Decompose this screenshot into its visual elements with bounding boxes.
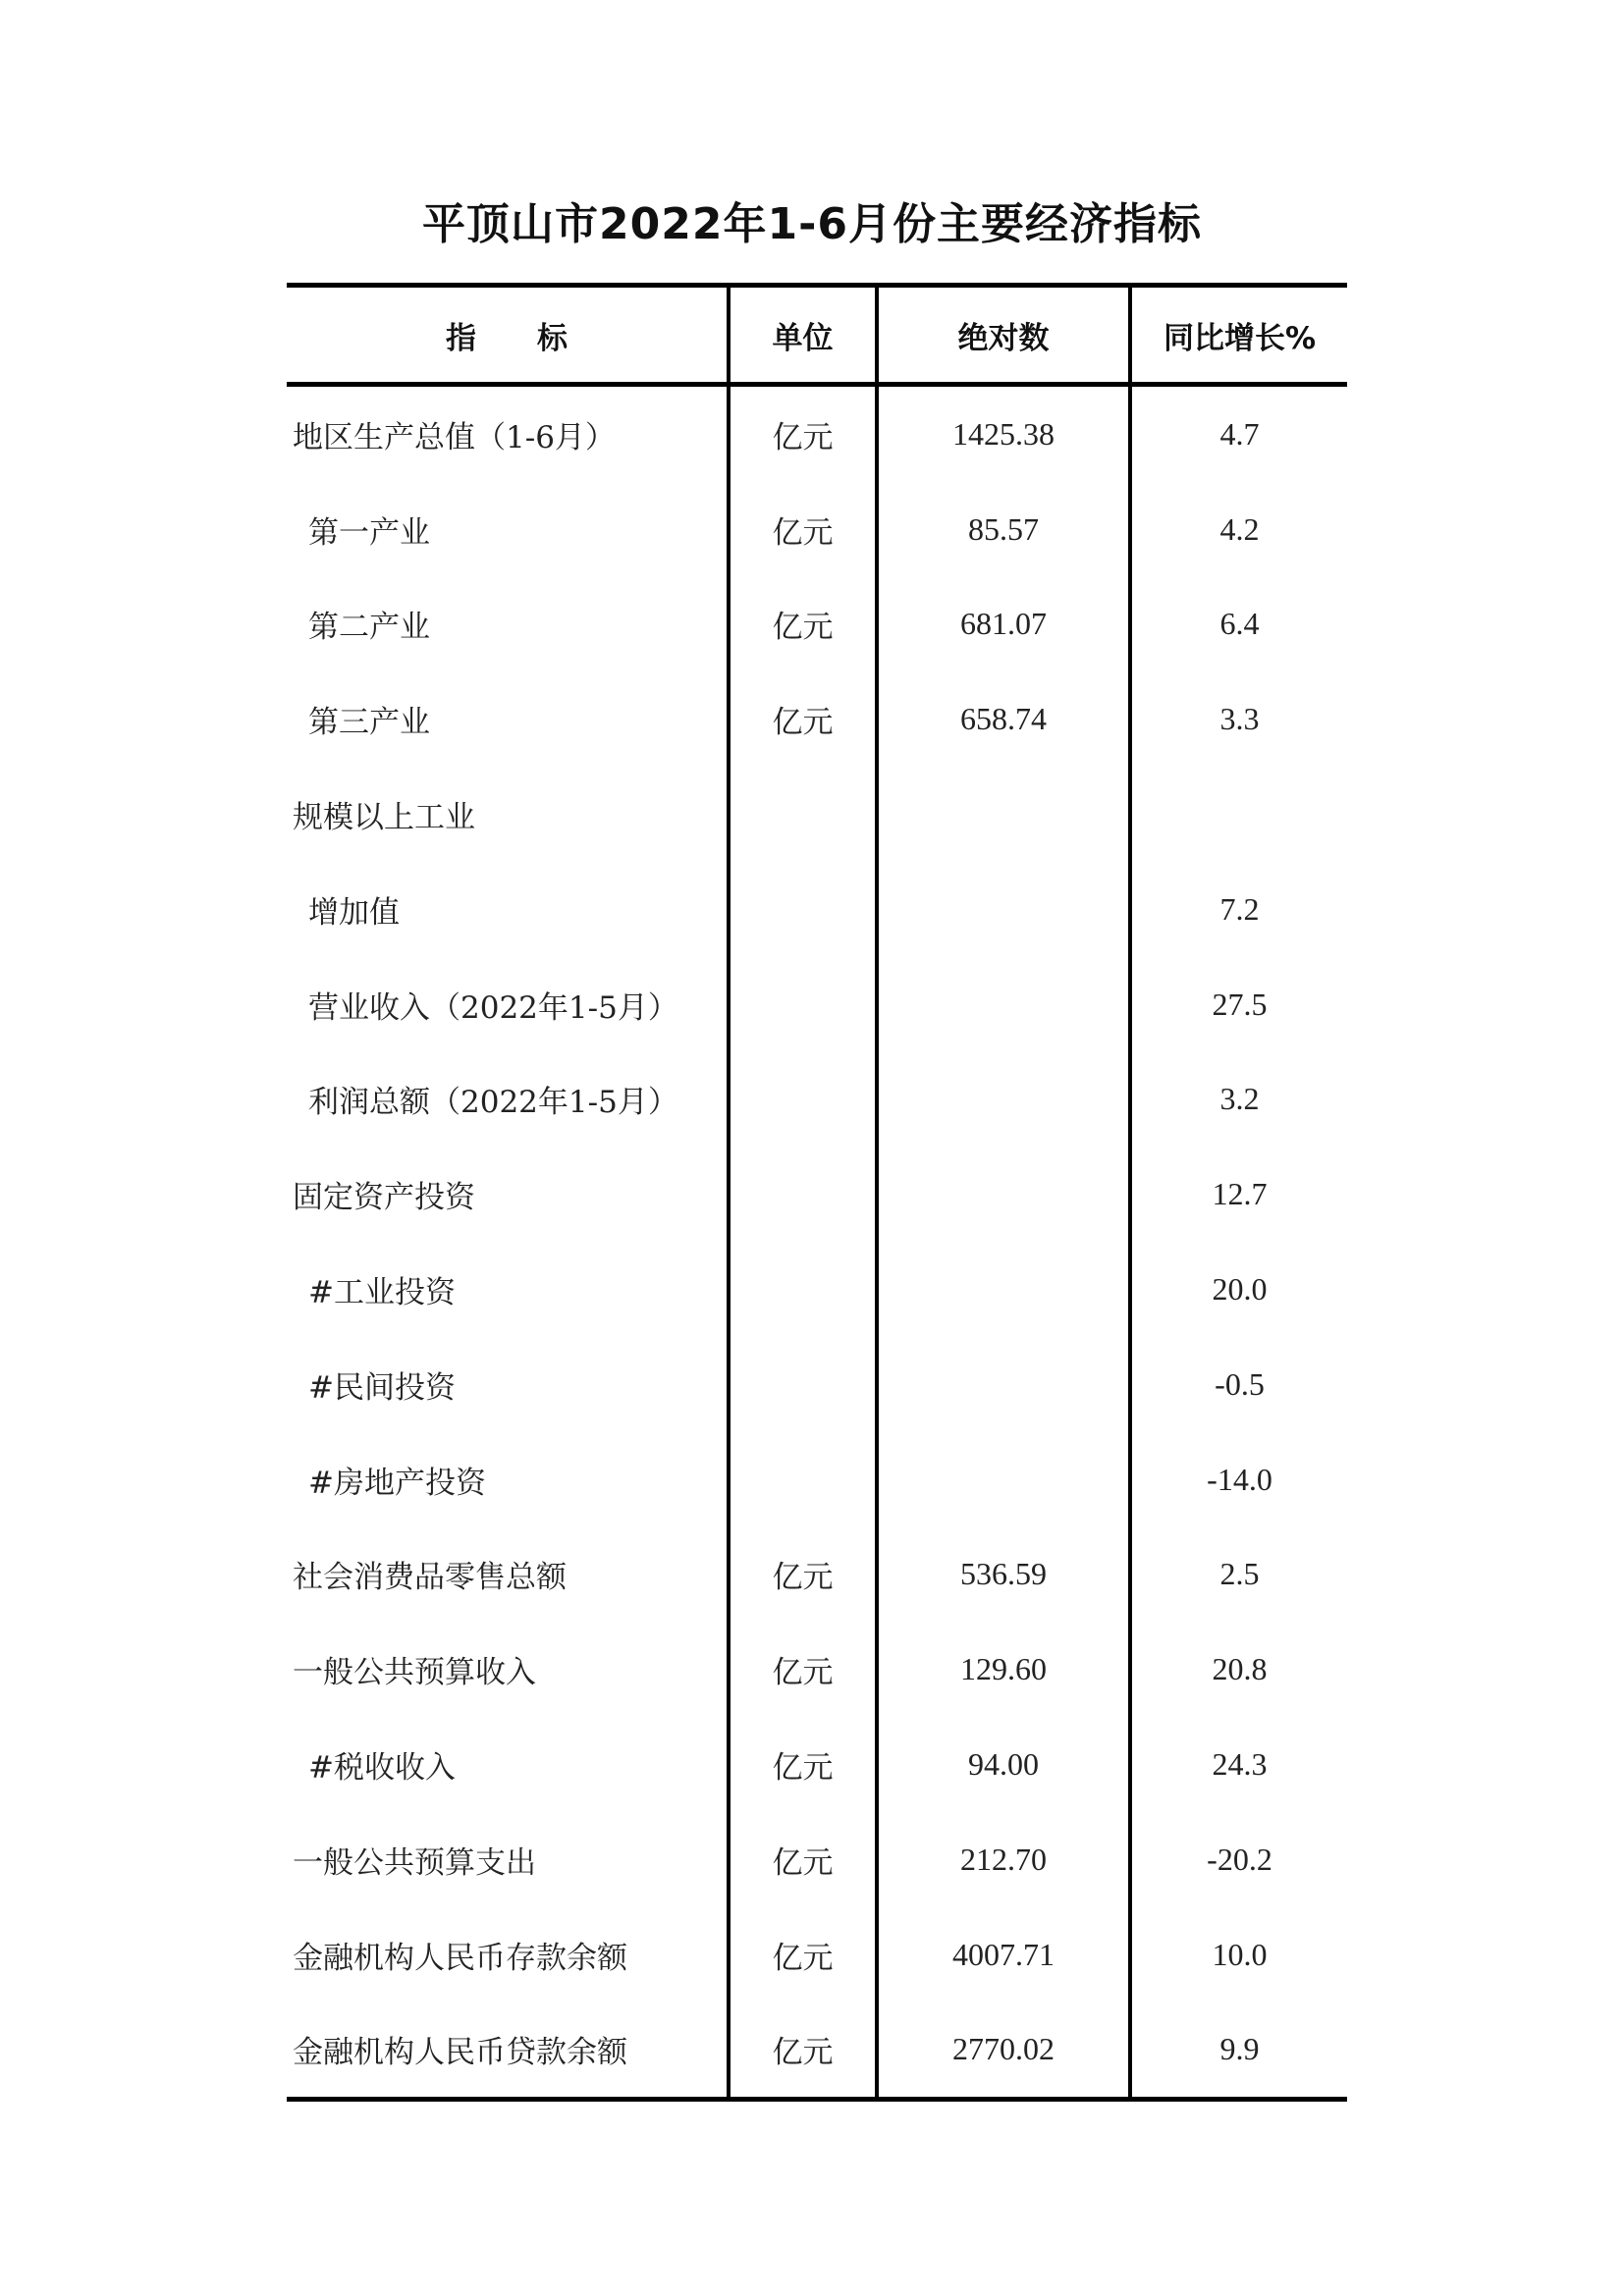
table-row — [287, 1527, 1347, 1623]
indicator-name: 金融机构人民币存款余额 — [293, 1940, 627, 1976]
unit-cell: 亿元 — [729, 1717, 877, 1812]
indicator-name: 固定资产投资 — [293, 1180, 475, 1216]
unit-cell: 亿元 — [729, 1527, 877, 1623]
indicator-name: 地区生产总值（1-6月） — [293, 419, 616, 455]
table-header-row — [287, 286, 1347, 385]
yoy-growth-cell: 6.4 — [1130, 577, 1347, 672]
unit-cell — [729, 1432, 877, 1527]
table-row — [287, 385, 1347, 482]
unit-cell — [729, 767, 877, 862]
absolute-value-cell — [877, 767, 1130, 862]
table-row — [287, 1622, 1347, 1717]
yoy-growth-cell: 3.3 — [1130, 671, 1347, 767]
absolute-value-cell: 658.74 — [877, 671, 1130, 767]
column-header-indicator: 指 标 — [287, 286, 729, 385]
column-header-unit: 单位 — [729, 286, 877, 385]
absolute-value-cell — [877, 1147, 1130, 1242]
yoy-growth-cell: 12.7 — [1130, 1147, 1347, 1242]
unit-cell: 亿元 — [729, 577, 877, 672]
absolute-value-cell — [877, 1242, 1130, 1337]
absolute-value-cell: 2770.02 — [877, 2002, 1130, 2100]
unit-cell: 亿元 — [729, 671, 877, 767]
table-row — [287, 2002, 1347, 2100]
indicator-name: 规模以上工业 — [293, 800, 475, 836]
yoy-growth-cell: -0.5 — [1130, 1337, 1347, 1432]
yoy-growth-cell — [1130, 767, 1347, 862]
yoy-growth-cell: -14.0 — [1130, 1432, 1347, 1527]
absolute-value-cell: 681.07 — [877, 577, 1130, 672]
indicator-name: #房地产投资 — [308, 1465, 486, 1501]
column-header-absolute: 绝对数 — [877, 286, 1130, 385]
absolute-value-cell: 212.70 — [877, 1812, 1130, 1907]
unit-cell — [729, 1337, 877, 1432]
indicator-name: #民间投资 — [308, 1369, 456, 1406]
indicator-name: #工业投资 — [308, 1275, 456, 1311]
table-row — [287, 1907, 1347, 2002]
yoy-growth-cell: -20.2 — [1130, 1812, 1347, 1907]
yoy-growth-cell: 3.2 — [1130, 1052, 1347, 1148]
unit-cell: 亿元 — [729, 1907, 877, 2002]
table-row — [287, 577, 1347, 672]
unit-cell: 亿元 — [729, 482, 877, 577]
indicator-name: 营业收入（2022年1-5月） — [308, 989, 678, 1026]
absolute-value-cell: 85.57 — [877, 482, 1130, 577]
table-row — [287, 1242, 1347, 1337]
indicator-name: 利润总额（2022年1-5月） — [308, 1085, 678, 1121]
yoy-growth-cell: 9.9 — [1130, 2002, 1347, 2100]
indicator-name: 第二产业 — [308, 610, 430, 646]
absolute-value-cell — [877, 1052, 1130, 1148]
yoy-growth-cell: 27.5 — [1130, 957, 1347, 1052]
unit-cell — [729, 862, 877, 957]
table-row — [287, 1052, 1347, 1148]
indicator-name: 金融机构人民币贷款余额 — [293, 2035, 627, 2071]
indicator-name: 第一产业 — [308, 514, 430, 551]
absolute-value-cell — [877, 957, 1130, 1052]
absolute-value-cell — [877, 1432, 1130, 1527]
absolute-value-cell: 94.00 — [877, 1717, 1130, 1812]
unit-cell — [729, 1052, 877, 1148]
yoy-growth-cell: 20.8 — [1130, 1622, 1347, 1717]
yoy-growth-cell: 4.7 — [1130, 385, 1347, 482]
indicator-name: 一般公共预算收入 — [293, 1655, 536, 1691]
table-row — [287, 1147, 1347, 1242]
indicator-name: 一般公共预算支出 — [293, 1844, 536, 1881]
unit-cell: 亿元 — [729, 2002, 877, 2100]
yoy-growth-cell: 7.2 — [1130, 862, 1347, 957]
indicator-name: 增加值 — [308, 894, 400, 931]
unit-cell — [729, 1242, 877, 1337]
absolute-value-cell: 4007.71 — [877, 1907, 1130, 2002]
unit-cell: 亿元 — [729, 385, 877, 482]
indicator-name: 社会消费品零售总额 — [293, 1560, 567, 1596]
yoy-growth-cell: 20.0 — [1130, 1242, 1347, 1337]
economic-indicators-table — [287, 283, 1347, 2102]
indicator-name: #税收收入 — [308, 1750, 456, 1787]
table-row — [287, 1717, 1347, 1812]
unit-cell — [729, 1147, 877, 1242]
indicator-name: 第三产业 — [308, 705, 430, 741]
unit-cell: 亿元 — [729, 1812, 877, 1907]
absolute-value-cell — [877, 1337, 1130, 1432]
table-row — [287, 1432, 1347, 1527]
yoy-growth-cell: 24.3 — [1130, 1717, 1347, 1812]
table-row — [287, 1812, 1347, 1907]
absolute-value-cell: 1425.38 — [877, 385, 1130, 482]
table-row — [287, 767, 1347, 862]
table-row — [287, 1337, 1347, 1432]
table-row — [287, 957, 1347, 1052]
yoy-growth-cell: 2.5 — [1130, 1527, 1347, 1623]
column-header-yoy: 同比增长% — [1130, 286, 1347, 385]
absolute-value-cell: 129.60 — [877, 1622, 1130, 1717]
absolute-value-cell — [877, 862, 1130, 957]
table-row — [287, 862, 1347, 957]
yoy-growth-cell: 10.0 — [1130, 1907, 1347, 2002]
absolute-value-cell: 536.59 — [877, 1527, 1130, 1623]
unit-cell — [729, 957, 877, 1052]
table-row — [287, 482, 1347, 577]
yoy-growth-cell: 4.2 — [1130, 482, 1347, 577]
unit-cell: 亿元 — [729, 1622, 877, 1717]
page-title: 平顶山市2022年1-6月份主要经济指标 — [422, 199, 1202, 249]
table-row — [287, 671, 1347, 767]
